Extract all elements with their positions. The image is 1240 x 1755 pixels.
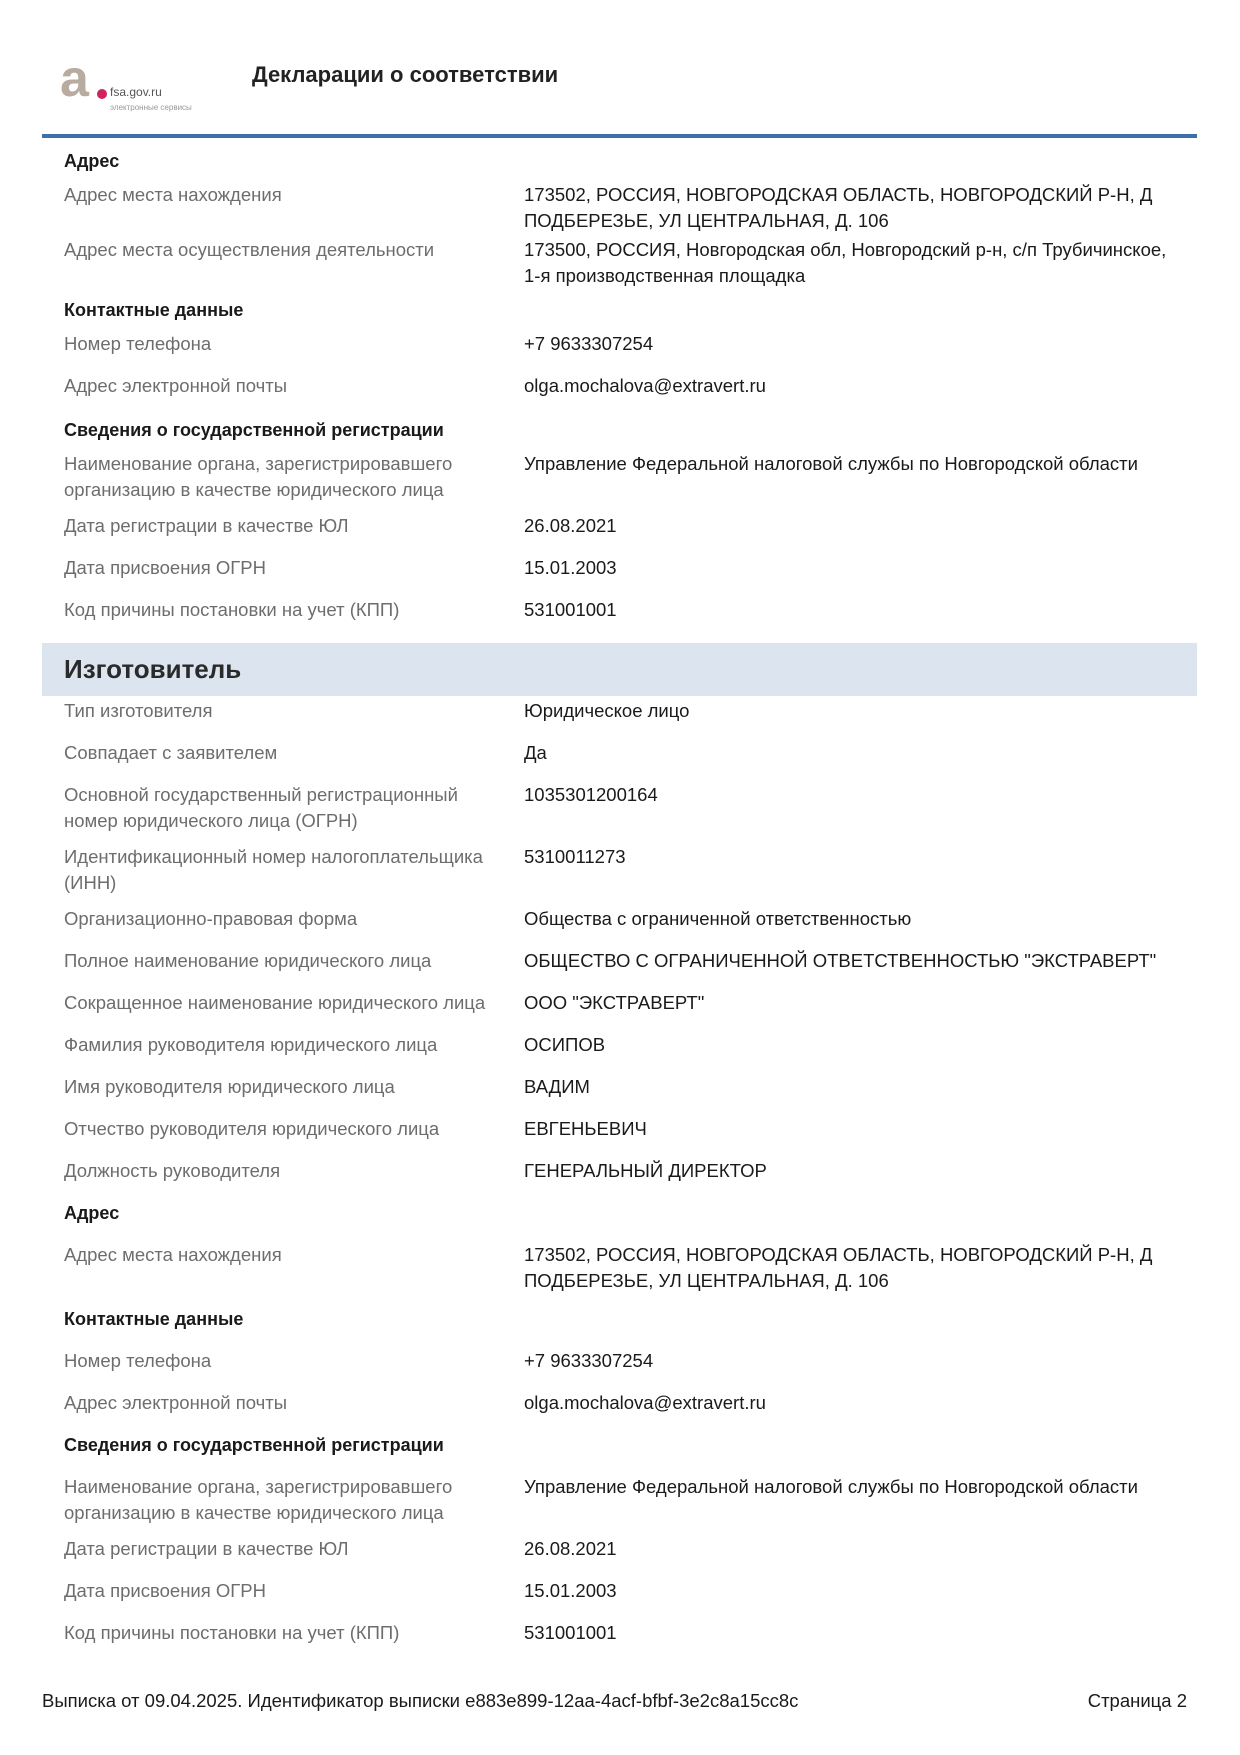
manufacturer-contacts-heading: Контактные данные [64,1309,244,1329]
page-footer [42,1690,1187,1712]
field-label: Адрес электронной почты [64,375,288,396]
manufacturer-surname-row [42,1032,1197,1058]
label-line: Наименование органа, зарегистрировавшего [64,453,453,474]
field-value: 531001001 [524,599,617,620]
field-value: 26.08.2021 [524,1538,617,1559]
manufacturer-form-row [42,906,1197,932]
field-value: ГЕНЕРАЛЬНЫЙ ДИРЕКТОР [524,1160,767,1181]
field-label: Дата присвоения ОГРН [64,1580,267,1601]
field-label: Фамилия руководителя юридического лица [64,1034,438,1055]
label-line: (ИНН) [64,872,117,893]
header-rule [42,134,1197,138]
field-label: Номер телефона [64,1350,212,1371]
logo-sub-text: электронные сервисы [110,103,192,112]
manufacturer-ogrn-date-row [42,1578,1197,1604]
field-value: olga.mochalova@extravert.ru [524,1392,766,1413]
address-line: 173500, РОССИЯ, Новгородская обл, Новгородский р-н, с/п Трубичинское, [524,239,1167,260]
field-value: 531001001 [524,1622,617,1643]
applicant-reg-heading: Сведения о государственной регистрации [64,420,444,440]
field-value: ЕВГЕНЬЕВИЧ [524,1118,647,1139]
applicant-addr-activity-row [42,237,1197,289]
field-label: Полное наименование юридического лица [64,950,432,971]
manufacturer-position-row [42,1158,1197,1184]
logo-site-text: fsa.gov.ru [110,85,162,99]
page-number: Страница 2 [1087,1690,1187,1711]
field-label: Адрес электронной почты [64,1392,288,1413]
field-label: Адрес места нахождения [64,1244,282,1265]
manufacturer-type-row [42,698,1197,724]
manufacturer-reg-body-row [42,1474,1197,1526]
field-value [524,182,1175,234]
field-label: Организационно-правовая форма [64,908,358,929]
manufacturer-same-row [42,740,1197,766]
address-line: 173502, РОССИЯ, НОВГОРОДСКАЯ ОБЛАСТЬ, НОВГОРОДСКИЙ Р-Н, Д [524,1244,1153,1265]
field-label [64,1474,524,1526]
field-label: Должность руководителя [64,1160,281,1181]
field-value: olga.mochalova@extravert.ru [524,375,766,396]
label-line: номер юридического лица (ОГРН) [64,810,358,831]
field-label [64,451,524,503]
manufacturer-reg-heading: Сведения о государственной регистрации [64,1435,444,1455]
fsa-logo [60,58,250,118]
field-value: 5310011273 [524,846,626,867]
manufacturer-address-heading: Адрес [64,1203,120,1223]
field-value: Управление Федеральной налоговой службы по Новгородской области [524,1476,1138,1497]
field-label: Номер телефона [64,333,212,354]
field-label: Дата регистрации в качестве ЮЛ [64,515,349,536]
field-value: 26.08.2021 [524,515,617,536]
field-label: Дата присвоения ОГРН [64,557,267,578]
manufacturer-inn-row [42,844,1197,896]
manufacturer-patronymic-row [42,1116,1197,1142]
applicant-reg-date-row [42,513,1197,539]
document-title: Декларации о соответствии [252,62,559,87]
field-value: ВАДИМ [524,1076,590,1097]
applicant-addr-location-row [42,182,1197,234]
field-value [524,237,1175,289]
address-line: 1-я производственная площадка [524,265,806,286]
manufacturer-addr-location-row [42,1242,1197,1294]
field-value [524,1242,1175,1294]
label-line: Идентификационный номер налогоплательщика [64,846,483,867]
svg-text:a: a [60,58,89,108]
manufacturer-name-row [42,1074,1197,1100]
field-label: Код причины постановки на учет (КПП) [64,1622,400,1643]
manufacturer-ogrn-row [42,782,1197,834]
applicant-kpp-row [42,597,1197,623]
field-label: Адрес места нахождения [64,184,282,205]
field-label: Тип изготовителя [64,700,213,721]
address-line: ПОДБЕРЕЗЬЕ, УЛ ЦЕНТРАЛЬНАЯ, Д. 106 [524,210,889,231]
manufacturer-full-name-row [42,948,1197,974]
field-value: Да [524,742,547,763]
manufacturer-reg-date-row [42,1536,1197,1562]
applicant-email-row [42,373,1197,399]
manufacturer-kpp-row [42,1620,1197,1646]
manufacturer-phone-row [42,1348,1197,1374]
label-line: организацию в качестве юридического лица [64,479,444,500]
field-value: ООО "ЭКСТРАВЕРТ" [524,992,705,1013]
applicant-address-heading: Адрес [64,151,120,171]
field-value: 15.01.2003 [524,1580,617,1601]
address-line: ПОДБЕРЕЗЬЕ, УЛ ЦЕНТРАЛЬНАЯ, Д. 106 [524,1270,889,1291]
field-label [64,844,524,896]
applicant-ogrn-date-row [42,555,1197,581]
manufacturer-section-header: Изготовитель [42,643,1197,696]
label-line: организацию в качестве юридического лица [64,1502,444,1523]
applicant-phone-row [42,331,1197,357]
field-value: ОСИПОВ [524,1034,606,1055]
applicant-contacts-heading: Контактные данные [64,300,244,320]
field-value: Управление Федеральной налоговой службы по Новгородской области [524,453,1138,474]
field-value: ОБЩЕСТВО С ОГРАНИЧЕННОЙ ОТВЕТСТВЕННОСТЬЮ "ЭКСТРАВЕРТ" [524,950,1157,971]
field-value: +7 9633307254 [524,333,654,354]
page-header [42,50,1197,135]
field-value: Общества с ограниченной ответственностью [524,908,912,929]
field-label: Дата регистрации в качестве ЮЛ [64,1538,349,1559]
manufacturer-short-name-row [42,990,1197,1016]
field-label: Код причины постановки на учет (КПП) [64,599,400,620]
field-label: Отчество руководителя юридического лица [64,1118,440,1139]
label-line: Наименование органа, зарегистрировавшего [64,1476,453,1497]
field-label [64,782,524,834]
manufacturer-email-row [42,1390,1197,1416]
field-label: Имя руководителя юридического лица [64,1076,395,1097]
field-label: Совпадает с заявителем [64,742,278,763]
field-value: 1035301200164 [524,784,658,805]
field-value: 15.01.2003 [524,557,617,578]
field-value: Юридическое лицо [524,700,690,721]
document-body [42,140,1197,1646]
extract-identifier: Выписка от 09.04.2025. Идентификатор выписки e883e899-12aa-4acf-bfbf-3e2c8a15cc8c [42,1690,799,1711]
field-label: Сокращенное наименование юридического лица [64,992,486,1013]
field-value: +7 9633307254 [524,1350,654,1371]
field-label: Адрес места осуществления деятельности [64,239,435,260]
label-line: Основной государственный регистрационный [64,784,458,805]
address-line: 173502, РОССИЯ, НОВГОРОДСКАЯ ОБЛАСТЬ, НОВГОРОДСКИЙ Р-Н, Д [524,184,1153,205]
applicant-reg-body-row [42,451,1197,503]
